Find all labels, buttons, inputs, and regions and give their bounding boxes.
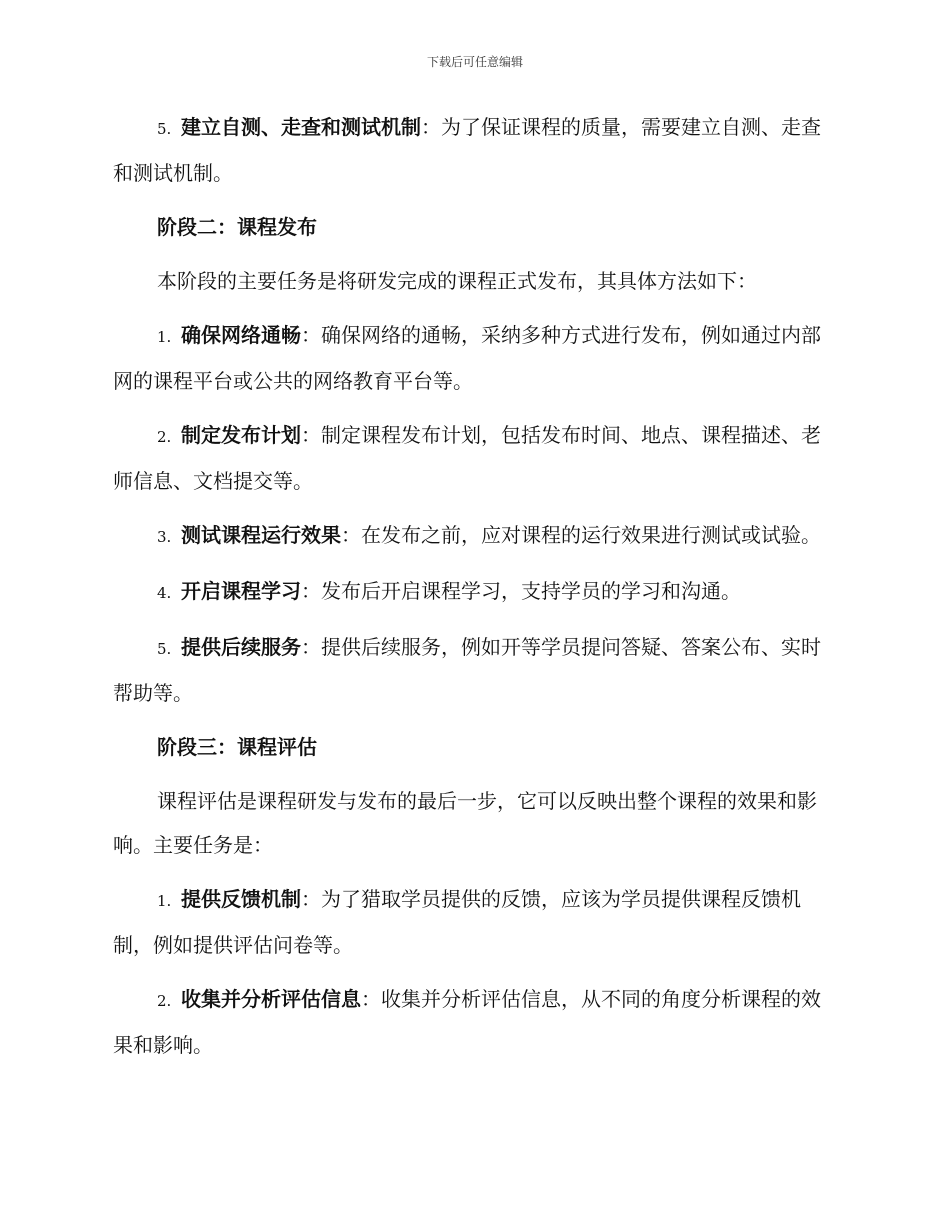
list-item-number: 5. bbox=[157, 640, 172, 658]
stage3-intro: 课程评估是课程研发与发布的最后一步，它可以反映出整个课程的效果和影响。主要任务是： bbox=[113, 789, 817, 857]
list-item-body: ：在发布之前，应对课程的运行效果进行测试或试验。 bbox=[341, 523, 821, 547]
list-item-number: 1. bbox=[157, 328, 172, 346]
stage2-heading: 阶段二：课程发布 bbox=[157, 215, 317, 239]
list-item bbox=[113, 313, 835, 403]
list-item-number: 2. bbox=[157, 428, 172, 446]
page-header: 下载后可任意编辑 bbox=[426, 55, 523, 69]
list-item-title: 提供反馈机制 bbox=[181, 887, 301, 911]
list-item-title: 收集并分析评估信息 bbox=[181, 987, 361, 1011]
list-item-title: 制定发布计划 bbox=[181, 423, 301, 447]
list-item-number: 5. bbox=[157, 120, 172, 138]
list-item-title: 测试课程运行效果 bbox=[181, 523, 341, 547]
list-item-title: 开启课程学习 bbox=[181, 579, 301, 603]
list-item-body: ：发布后开启课程学习，支持学员的学习和沟通。 bbox=[301, 579, 741, 603]
list-item-number: 2. bbox=[157, 992, 172, 1010]
list-item bbox=[113, 569, 835, 615]
list-item bbox=[113, 413, 835, 503]
list-item-body: ：为了猎取学员提供的反馈，应该为学员提供课程反馈机制，例如提供评估问卷等。 bbox=[113, 887, 801, 957]
list-item-body: ：确保网络的通畅，采纳多种方式进行发布，例如通过内部网的课程平台或公共的网络教育平台等。 bbox=[113, 323, 821, 393]
stage2-intro: 本阶段的主要任务是将研发完成的课程正式发布，其具体方法如下： bbox=[157, 269, 757, 293]
list-item bbox=[113, 625, 835, 715]
list-item-title: 确保网络通畅 bbox=[181, 323, 301, 347]
list-item-number: 1. bbox=[157, 892, 172, 910]
document-body bbox=[113, 105, 835, 1077]
list-item-title: 提供后续服务 bbox=[181, 635, 301, 659]
list-item bbox=[113, 877, 835, 967]
list-item-number: 4. bbox=[157, 584, 172, 602]
list-item-body: ：收集并分析评估信息，从不同的角度分析课程的效果和影响。 bbox=[113, 987, 821, 1057]
list-item bbox=[113, 105, 835, 195]
list-item-number: 3. bbox=[157, 528, 172, 546]
list-item bbox=[113, 513, 835, 559]
stage3-heading: 阶段三：课程评估 bbox=[157, 735, 317, 759]
list-item-body: ：为了保证课程的质量，需要建立自测、走查和测试机制。 bbox=[113, 115, 821, 185]
list-item-title: 建立自测、走查和测试机制 bbox=[181, 115, 421, 139]
list-item-body: ：制定课程发布计划，包括发布时间、地点、课程描述、老师信息、文档提交等。 bbox=[113, 423, 821, 493]
list-item bbox=[113, 977, 835, 1067]
list-item-body: ：提供后续服务，例如开等学员提问答疑、答案公布、实时帮助等。 bbox=[113, 635, 821, 705]
